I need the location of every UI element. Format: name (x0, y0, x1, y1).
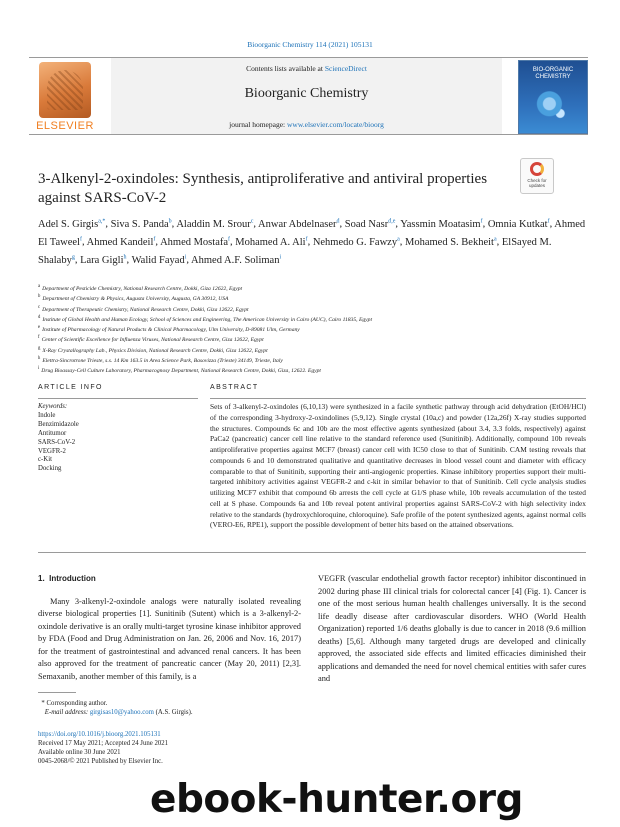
author-separator: , (230, 236, 236, 248)
check-updates-label: Check for updates (527, 178, 547, 188)
author-affiliation-mark[interactable]: i (279, 254, 282, 260)
author-affiliation-mark[interactable]: d (336, 218, 340, 224)
author-separator: , (74, 254, 81, 266)
intro-paragraph-2: VEGFR (vascular endothelial growth factor receptor) inhibitor discontinued in 2002 during phase III clinical trials for colorectal cancer [4] (Fig. 1). Cancer is one of the most serious human health challenges universally. It is the second life deadly disease after cardiovascular disorders. WHO (World Health Organization) reported 1/6 deaths globally is due to cancer in 2018 (9.6 million deaths) [5,6]. Although many targeted drugs are developed and clinically approved, the associated side effects and limited efficacies diminished their applications and demanded the need for novel chemical entities with safer cures and (318, 574, 586, 683)
affiliation-letter: a (38, 284, 41, 289)
keyword-item[interactable]: Indole (38, 411, 56, 419)
author-affiliation-mark[interactable]: f (547, 218, 550, 224)
corresponding-mark: * (41, 700, 45, 707)
affiliation-letter: c (38, 304, 41, 310)
abstract-bottom-divider (38, 552, 586, 553)
author-name-text: Ahmed A.F. Soliman (191, 254, 280, 266)
publication-info (38, 730, 338, 766)
affiliation-text: Department of Pesticide Chemistry, National Research Centre, Dokki, Giza 12622, Egypt (42, 285, 243, 292)
cover-title (521, 67, 585, 81)
author-name[interactable] (111, 219, 172, 230)
affiliation-text: Department of Therapeutic Chemistry, National Research Centre, Dokki, Giza 12622, Egypt (42, 306, 249, 313)
footnotes (38, 699, 338, 717)
cover-art-icon (535, 91, 571, 123)
cover-title-line-1: BIO-ORGANIC (532, 67, 574, 73)
author-affiliation-mark[interactable]: b (168, 218, 172, 224)
contents-prefix: Contents lists available at (246, 64, 325, 73)
affiliation-item (38, 314, 586, 324)
article-title: 3-Alkenyl-2-oxindoles: Synthesis, antiproliferative and antiviral properties against SARS-CoV-2 (38, 171, 488, 206)
keywords-block (38, 403, 198, 474)
author-name-text: Ahmed Mostafa (160, 236, 229, 248)
corresponding-author-note (38, 699, 338, 708)
affiliation-list (38, 283, 586, 375)
affiliation-item (38, 355, 586, 365)
copyright-line: 0045-2068/© 2021 Published by Elsevier Inc. (38, 758, 163, 765)
author-name-text: Nehmedo G. Fawzy (312, 236, 398, 248)
homepage-prefix: journal homepage: (229, 120, 288, 129)
author-affiliation-mark[interactable]: i (184, 254, 187, 260)
author-name-text: Omnia Kutkat (487, 218, 548, 230)
author-separator: , (549, 218, 555, 230)
author-name[interactable] (400, 219, 482, 230)
email-suffix: (A.S. Girgis). (153, 709, 193, 716)
author-separator: , (186, 254, 192, 266)
author-separator: , (307, 236, 313, 248)
affiliation-item (38, 283, 586, 293)
section-title: Introduction (49, 574, 96, 583)
author-name-text: Walid Fayad (131, 254, 185, 266)
keyword-item[interactable]: Docking (38, 465, 62, 473)
elsevier-tree-icon (39, 62, 91, 118)
author-name-text: Soad Nasr (344, 218, 389, 230)
author-separator: , (105, 218, 111, 230)
author-separator: , (155, 236, 161, 248)
author-name[interactable] (80, 255, 126, 266)
author-name-text: Ahmed El Taweel (38, 218, 586, 248)
contents-line (111, 64, 502, 73)
keyword-item[interactable]: Benzimidazole (38, 420, 79, 428)
doi-link[interactable]: https://doi.org/10.1016/j.bioorg.2021.105131 (38, 731, 161, 738)
journal-header-center (111, 58, 502, 134)
affiliation-text: Institute of Global Health and Human Ecology, School of Sciences and Engineering, The American University in Cairo (AUC), Cairo 11835, Egypt (42, 316, 373, 323)
intro-column-left (38, 573, 301, 683)
author-affiliation-mark[interactable]: f (228, 236, 231, 242)
affiliation-item (38, 334, 586, 344)
author-affiliation-mark[interactable]: g (71, 254, 75, 260)
author-affiliation-mark[interactable]: h (123, 254, 127, 260)
author-separator: , (482, 218, 488, 230)
email-note (38, 708, 338, 717)
author-affiliation-mark[interactable]: a (397, 236, 400, 242)
affiliation-letter: h (38, 355, 41, 361)
affiliation-text: Center of Scientific Excellence for Influenza Viruses, National Research Centre, Giza 12622, Egypt (41, 337, 264, 344)
author-separator: , (496, 236, 502, 248)
affiliation-item (38, 304, 586, 314)
journal-name: Bioorganic Chemistry (244, 86, 369, 101)
author-name-text: Lara Gigli (80, 254, 124, 266)
author-separator: , (126, 254, 132, 266)
author-name[interactable] (160, 237, 230, 248)
abstract-text: Sets of 3-alkenyl-2-oxindoles (6,10,13) were synthesized in a facile synthetic pathway through acid dehydration (EtOH/HCl) of the corresponding 3-hydroxy-2-oxindolines (5,9,12). Single crystal (10a,c) and powder (12a,26f) X-ray studies supported the structures. Compounds 6c and 10b are the most effective agents synthesized (about 3.4, 3.3 folds, respectively) against PaCa2 (pancreatic) cancer cell line relative to the standard reference used (Sunitinib). Additionally, compound 10b reveals antiproliferative properties against MCF7 (breast) cancer cell with IC50 close to that of Sunitinib. CAM testing reveals that compounds 6 and 10 demonstrated qualitative and quantitative decreases in blood vessel count and diameter with efficacy comparable to that of Sunitinib, supporting their anti-angiogenic properties. Kinase inhibitory properties support their multi-targeted inhibitory activities against VEGFR-2 and c-kit in similar behavior to that of Sunitinib. Cell cycle analysis studies utilizing MCF7 exhibit that compound 6b arrests the cell cycle at G1/S phase while, 10b reveals accumulation of the tested cell at S phase. Compounds 6a and 10b reveal potent antiviral properties against SARS-CoV-2 with high selectivity index relative to the standards (hydroxychloroquine, chloroquine). Safe profile of the potent synthesized agents, against normal cells (VERO-E6, RPE1), support the possible development of better hits based on the attained observations. (210, 402, 586, 530)
keyword-item[interactable]: c-Kit (38, 456, 52, 464)
author-name-text: Mohamed S. Bekheit (405, 236, 494, 248)
author-separator: , (339, 218, 345, 230)
affiliation-letter: g (38, 345, 41, 351)
affiliation-item (38, 365, 586, 375)
author-separator: , (399, 236, 406, 248)
keywords-label: Keywords: (38, 403, 68, 410)
author-affiliation-mark[interactable]: d,e (388, 218, 396, 224)
keyword-list (38, 412, 198, 474)
author-affiliation-mark[interactable]: f (79, 236, 82, 242)
affiliation-letter: b (38, 294, 41, 300)
email-label: E-mail address: (44, 709, 90, 716)
watermark-text: ebook-hunter.org (150, 777, 523, 822)
affiliation-item (38, 324, 586, 334)
author-name[interactable] (132, 255, 187, 266)
author-name-text: Mohamed A. Ali (235, 236, 306, 248)
affiliation-item (38, 293, 586, 303)
abstract-divider (210, 398, 586, 399)
author-name-text: Aladdin M. Srour (176, 218, 251, 230)
author-name-text: Anwar Abdelnaser (258, 218, 337, 230)
affiliation-text: X-Ray Crystallography Lab., Physics Division, National Research Centre, Dokki, Giza 12622, Egypt (42, 347, 268, 354)
author-name[interactable] (488, 219, 550, 230)
homepage-link[interactable]: www.elsevier.com/locate/bioorg (287, 120, 384, 129)
author-name-text: Adel S. Girgis (38, 218, 99, 230)
check-updates-icon (530, 162, 544, 176)
homepage-line (111, 120, 502, 129)
section-number: 1. (38, 574, 45, 583)
affiliation-text: Elettra-Sincrotrone Trieste, s.s. 14 Km 163.5 in Area Science Park, Basovizza (Trieste) 34149, Trieste, Italy (42, 357, 283, 364)
author-name[interactable] (405, 237, 497, 248)
sciencedirect-link[interactable]: ScienceDirect (324, 64, 367, 73)
check-for-updates-button[interactable] (520, 158, 554, 194)
keyword-item[interactable]: Antitumor (38, 429, 67, 437)
author-name-text: Ahmed Kandeil (86, 236, 154, 248)
author-separator: , (171, 218, 177, 230)
footnote-divider (38, 692, 76, 693)
author-name[interactable] (345, 219, 396, 230)
author-name[interactable] (258, 219, 339, 230)
keyword-item[interactable]: SARS-CoV-2 (38, 438, 76, 446)
author-name[interactable] (87, 237, 156, 248)
author-name[interactable] (313, 237, 400, 248)
elsevier-logo[interactable] (29, 62, 101, 132)
author-name[interactable] (176, 219, 253, 230)
affiliation-text: Drug Bioassay-Cell Culture Laboratory, Pharmacognosy Department, National Research Centre, Dokki, Giza, 12622. Egypt (41, 367, 321, 374)
citation-link[interactable]: Bioorganic Chemistry 114 (2021) 105131 (247, 40, 373, 49)
author-affiliation-mark[interactable]: a (493, 236, 497, 242)
online-date: Available online 30 June 2021 (38, 749, 121, 756)
author-affiliation-mark[interactable]: f (153, 236, 156, 242)
author-affiliation-mark[interactable]: f (480, 218, 483, 224)
journal-header (29, 57, 588, 135)
author-affiliation-mark[interactable]: a,* (98, 218, 106, 224)
author-name[interactable] (38, 219, 105, 230)
section-heading-introduction (38, 573, 301, 586)
author-list (38, 214, 586, 268)
author-affiliation-mark[interactable]: f (305, 236, 308, 242)
corresponding-author-text: Corresponding author. (46, 700, 108, 707)
author-name[interactable] (191, 255, 281, 266)
author-name-text: Yassmin Moatasim (400, 218, 481, 230)
journal-cover-image[interactable] (518, 60, 588, 134)
article-info-divider (38, 398, 198, 399)
affiliation-letter: i (38, 366, 40, 372)
elsevier-wordmark: ELSEVIER (36, 120, 94, 132)
author-separator: , (395, 218, 401, 230)
cover-title-line-2: CHEMISTRY (535, 74, 571, 80)
intro-paragraph-1: Many 3-alkenyl-2-oxindole analogs were naturally isolated revealing diverse biological properties [1]. Sunitinib (Sutent) which is a 3-alkenyl-2-oxindole derivative is an orally multi-target tyrosine kinase inhibitor approved by FDA (Food and Drug Administration on Jan. 26, 2006 and Nov. 16, 2017) for the treatment of gastrointestinal and advanced renal cancers. It has been also approved for the treatment of pancreatic cancer (May 20, 2011) [2,3]. Semaxanib, another member of this family, is a (38, 596, 301, 681)
author-name[interactable] (235, 237, 307, 248)
affiliation-text: Department of Chemistry & Physics, Augusta University, Augusta, GA 30912, USA (42, 296, 229, 303)
author-separator: , (81, 236, 87, 248)
abstract-heading: ABSTRACT (210, 384, 259, 391)
author-affiliation-mark[interactable]: c (250, 218, 254, 224)
affiliation-letter: f (38, 335, 40, 341)
keyword-item[interactable]: VEGFR-2 (38, 447, 66, 455)
author-name-text: ElSayed M. Shalaby (38, 236, 552, 266)
affiliation-letter: e (38, 325, 41, 331)
affiliation-text: Institute of Pharmacology of Natural Products & Clinical Pharmacology, Ulm University, D-89081 Ulm, Germany (42, 326, 300, 333)
author-separator: , (253, 218, 259, 230)
article-info-heading: ARTICLE INFO (38, 384, 103, 391)
intro-column-right (318, 573, 586, 686)
author-name-text: Siva S. Panda (110, 218, 169, 230)
received-date: Received 17 May 2021; Accepted 24 June 2021 (38, 740, 169, 747)
journal-citation[interactable] (0, 40, 620, 49)
affiliation-letter: d (38, 314, 41, 320)
affiliation-item (38, 345, 586, 355)
email-link[interactable]: girgisas10@yahoo.com (89, 709, 154, 716)
